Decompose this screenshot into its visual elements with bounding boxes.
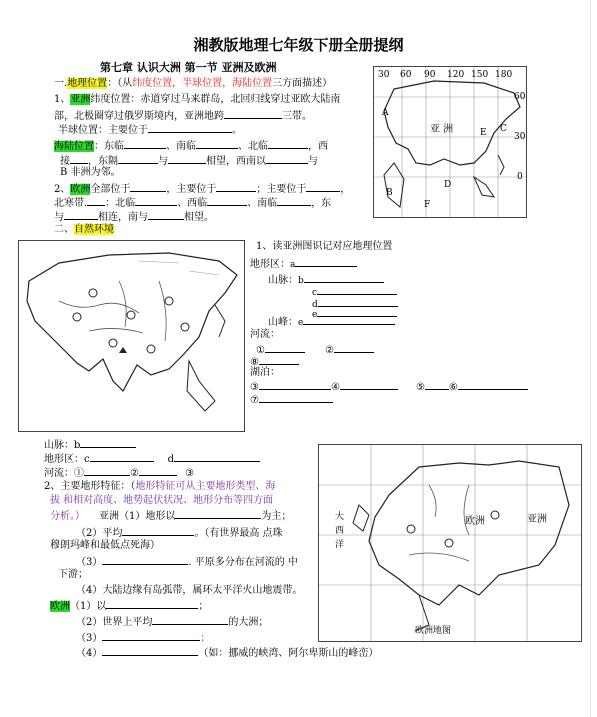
blank[interactable] (90, 451, 154, 462)
t: （1）以 (70, 601, 107, 612)
eu-terrain-line (44, 451, 260, 466)
chapter-heading: 第七章 认识大洲 第一节 亚洲及欧洲 (100, 61, 277, 74)
desc-red: 纬度位置，半球位置，海陆位置 (132, 78, 273, 89)
europe-label: 欧洲 (465, 516, 485, 527)
map-letter: E (480, 128, 487, 138)
t: 相连，南与 (98, 212, 148, 223)
colon: ： (107, 78, 118, 89)
asia-a3-line (76, 554, 298, 569)
lake-7 (250, 392, 333, 407)
asia-tag2: 亚洲 (99, 511, 119, 522)
t: 。（有世界最高 点珠 (194, 528, 283, 539)
blank[interactable] (340, 379, 398, 390)
europe-tag: 欧洲 (70, 184, 91, 195)
eu-e2-line (76, 614, 268, 629)
t: 的大洲； (228, 617, 269, 628)
blank[interactable] (70, 153, 88, 164)
section-2-label: 自然环境 (74, 224, 114, 235)
map-tick: 180 (495, 70, 513, 80)
t: 、南临 (166, 141, 196, 152)
ocean-label: 洋 (335, 540, 345, 550)
item-number: 1、 (54, 94, 71, 105)
blank[interactable] (102, 554, 188, 565)
blank[interactable] (87, 195, 105, 206)
t: （4） (76, 648, 103, 659)
eu-e3-line (76, 630, 210, 645)
page-title: 湘教版地理七年级下册全册提纲 (193, 36, 404, 54)
blank[interactable] (174, 451, 260, 462)
t: a (290, 260, 296, 270)
t: ② (324, 345, 334, 356)
t: ：东临 (94, 141, 124, 152)
asia-a1-line (50, 508, 291, 523)
asia-lat-end: 三带。 (282, 111, 312, 122)
europe-line1 (54, 181, 350, 196)
t: ④ (330, 382, 340, 393)
blank[interactable] (135, 195, 177, 206)
map-letter: F (424, 200, 431, 210)
blank[interactable] (175, 508, 261, 519)
map-letter: D (444, 180, 452, 190)
t: ② (130, 468, 139, 479)
blank[interactable] (304, 272, 384, 283)
eu-e4-line (76, 645, 378, 660)
blank[interactable] (317, 284, 397, 295)
t: 与 (158, 156, 168, 167)
blank[interactable] (306, 181, 340, 192)
section-1-label: 地理位置 (67, 78, 108, 89)
asia-label: 亚洲 (527, 514, 547, 525)
purple-note: 地形特征可从主要地形类型、海 (135, 481, 276, 492)
asia-lat-line2 (54, 108, 312, 123)
hemi-text: 半球位置：主要位于 (58, 125, 148, 136)
asia-a4: （4）大陆边缘有岛弧带，属环太平洋火山地震带。 (76, 585, 303, 596)
map-tick: 60 (514, 92, 526, 102)
t: 与 (308, 156, 318, 167)
t: ，主要位于 (166, 184, 217, 195)
t: （如：挪威的峡湾、阿尔卑斯山的峰峦） (198, 648, 379, 659)
blank[interactable] (295, 256, 357, 267)
map-tick: 30 (514, 132, 526, 142)
blank[interactable] (148, 209, 184, 220)
t: ③ (250, 382, 259, 393)
eu-river-line (44, 465, 194, 480)
blank[interactable] (277, 195, 311, 206)
desc-post: 三方面描述） (272, 78, 333, 89)
t: ③ (184, 468, 194, 479)
asia-lat-line1 (54, 93, 340, 106)
land-tag: 海陆位置 (54, 141, 94, 152)
blank[interactable] (64, 209, 98, 220)
lake-label: 湖泊： (250, 367, 280, 378)
t: . 平原多分布在河流的 中 (188, 557, 298, 568)
t: ； (198, 601, 209, 612)
blank[interactable] (425, 379, 449, 390)
desc-pre: （从 (117, 78, 133, 89)
europe-tag2: 欧洲 (50, 601, 70, 612)
section-1-number: 一. (54, 78, 68, 89)
t: ； (200, 633, 211, 644)
river-label: 河流： (250, 329, 280, 340)
europe-line3 (54, 209, 214, 224)
asia-a3c: 下游； (58, 569, 88, 580)
section-2-number: 二、 (54, 224, 74, 235)
purple-note2: 拔 和相对高度、地势起伏状况、地形分布等四方面 (50, 495, 274, 506)
blank[interactable] (80, 437, 136, 448)
t: ，东 (311, 198, 332, 209)
hemi-end: 。 (232, 125, 242, 136)
blank[interactable] (216, 181, 256, 192)
t: 2、 (54, 184, 71, 195)
blank[interactable] (102, 645, 198, 656)
t: d (312, 300, 318, 310)
asia-tag: 亚洲 (70, 94, 91, 105)
t: ⑥ (448, 382, 458, 393)
blank[interactable] (196, 138, 238, 149)
t: ：北临 (105, 198, 136, 209)
terrain-label: 地形区： (250, 259, 290, 270)
blank[interactable] (207, 195, 247, 206)
blank[interactable] (106, 598, 198, 609)
purple-note3: 分析。） (50, 511, 85, 522)
land-line3: B 非洲为邻。 (60, 167, 121, 178)
blank[interactable] (265, 342, 305, 353)
asia-physical-graphic (19, 241, 244, 431)
terrain-line (250, 256, 357, 272)
peak-line (268, 314, 395, 330)
europe-line2 (54, 195, 331, 210)
t: e (298, 318, 304, 328)
asia-lat-text: 纬度位置：赤道穿过马来群岛，北回归线穿过亚欧大陆南 (90, 94, 341, 105)
mountain-label: 山脉： (268, 275, 298, 286)
t: ① (256, 345, 265, 356)
blank[interactable] (152, 614, 228, 625)
asia-label: 亚 洲 (430, 124, 454, 135)
blank[interactable] (124, 138, 166, 149)
map-tick: 30 (378, 70, 390, 80)
t: （3） (76, 557, 103, 568)
t: （3） (76, 633, 103, 644)
t: ⑦ (250, 395, 259, 406)
t: 、南临 (247, 198, 278, 209)
asia-a2c: 穆朗玛峰和最低点死海） (50, 540, 160, 551)
map-letter: C (500, 124, 507, 134)
t: ，东隔 (88, 156, 118, 167)
ocean-label: 西 (335, 526, 345, 536)
blank[interactable] (458, 379, 528, 390)
map-tick: 0 (517, 172, 523, 182)
europe-map-graphic (319, 445, 581, 641)
blank[interactable] (102, 630, 200, 641)
land-line1 (54, 138, 328, 153)
asia-map-graphic (374, 67, 526, 217)
t: 全部位于 (90, 184, 131, 195)
t: ，西 (308, 141, 328, 152)
europe-map (318, 444, 582, 642)
eu-mountain-line (44, 437, 136, 452)
t: c (312, 288, 318, 298)
peak-label: 山峰： (268, 317, 298, 328)
eu-e1-line (50, 598, 208, 613)
section-2-line (54, 223, 114, 236)
t: 为主； (261, 511, 292, 522)
map-tick: 90 (424, 70, 436, 80)
blank[interactable] (148, 122, 232, 133)
blank[interactable] (118, 153, 158, 164)
asia-lat-text2: 部，北极圈穿过俄罗斯境内，亚洲地跨 (54, 111, 224, 122)
t: 地形区：c (44, 454, 90, 465)
ocean-label: 大 (335, 512, 345, 522)
landform-head (44, 480, 275, 493)
map-tick: 120 (447, 70, 465, 80)
t: 接 (60, 156, 70, 167)
t: 、西临 (177, 198, 208, 209)
t: ⑤ (415, 382, 425, 393)
t: （2）世界上平均 (76, 617, 153, 628)
map-letter: B (386, 188, 393, 198)
map-tick: 150 (471, 70, 489, 80)
t: 、北临 (238, 141, 268, 152)
t: 与 (54, 212, 64, 223)
asia-a2-line (76, 525, 283, 540)
map-letter: A (382, 108, 389, 118)
blank[interactable] (266, 153, 308, 164)
t: 河流：① (44, 468, 84, 479)
hemi-line (58, 122, 242, 137)
asia-position-map (373, 66, 527, 218)
blank[interactable] (84, 465, 130, 476)
read-title: 1、读亚洲图识记对应地理位置 (256, 241, 393, 252)
t: ；主要位于 (256, 184, 307, 195)
t: 相望，西南以 (206, 156, 266, 167)
map-caption: 欧洲地图 (415, 626, 452, 636)
t: （1）地形以 (119, 511, 176, 522)
blank[interactable] (259, 392, 333, 403)
blank[interactable] (334, 342, 374, 353)
asia-physical-map (18, 240, 245, 432)
t: 北寒带. (54, 198, 88, 209)
blank[interactable] (259, 379, 331, 390)
blank[interactable] (139, 465, 177, 476)
t: 2、主要地形特征：（ (44, 481, 136, 492)
t: b (298, 276, 304, 286)
blank[interactable] (168, 153, 206, 164)
t: ⑧ (250, 357, 259, 368)
blank[interactable] (268, 138, 308, 149)
section-1-line (54, 77, 332, 90)
blank[interactable] (130, 181, 166, 192)
t: e (312, 310, 318, 320)
blank[interactable] (259, 354, 299, 365)
t: ， (340, 184, 351, 195)
t: 山脉：b (44, 440, 81, 451)
blank[interactable] (303, 314, 395, 325)
blank[interactable] (122, 525, 194, 536)
t: d (167, 454, 175, 465)
map-tick: 60 (400, 70, 412, 80)
t: （2）平均 (76, 528, 123, 539)
blank[interactable] (224, 108, 282, 119)
page-edge-line (590, 0, 591, 717)
t: 相望。 (184, 212, 214, 223)
